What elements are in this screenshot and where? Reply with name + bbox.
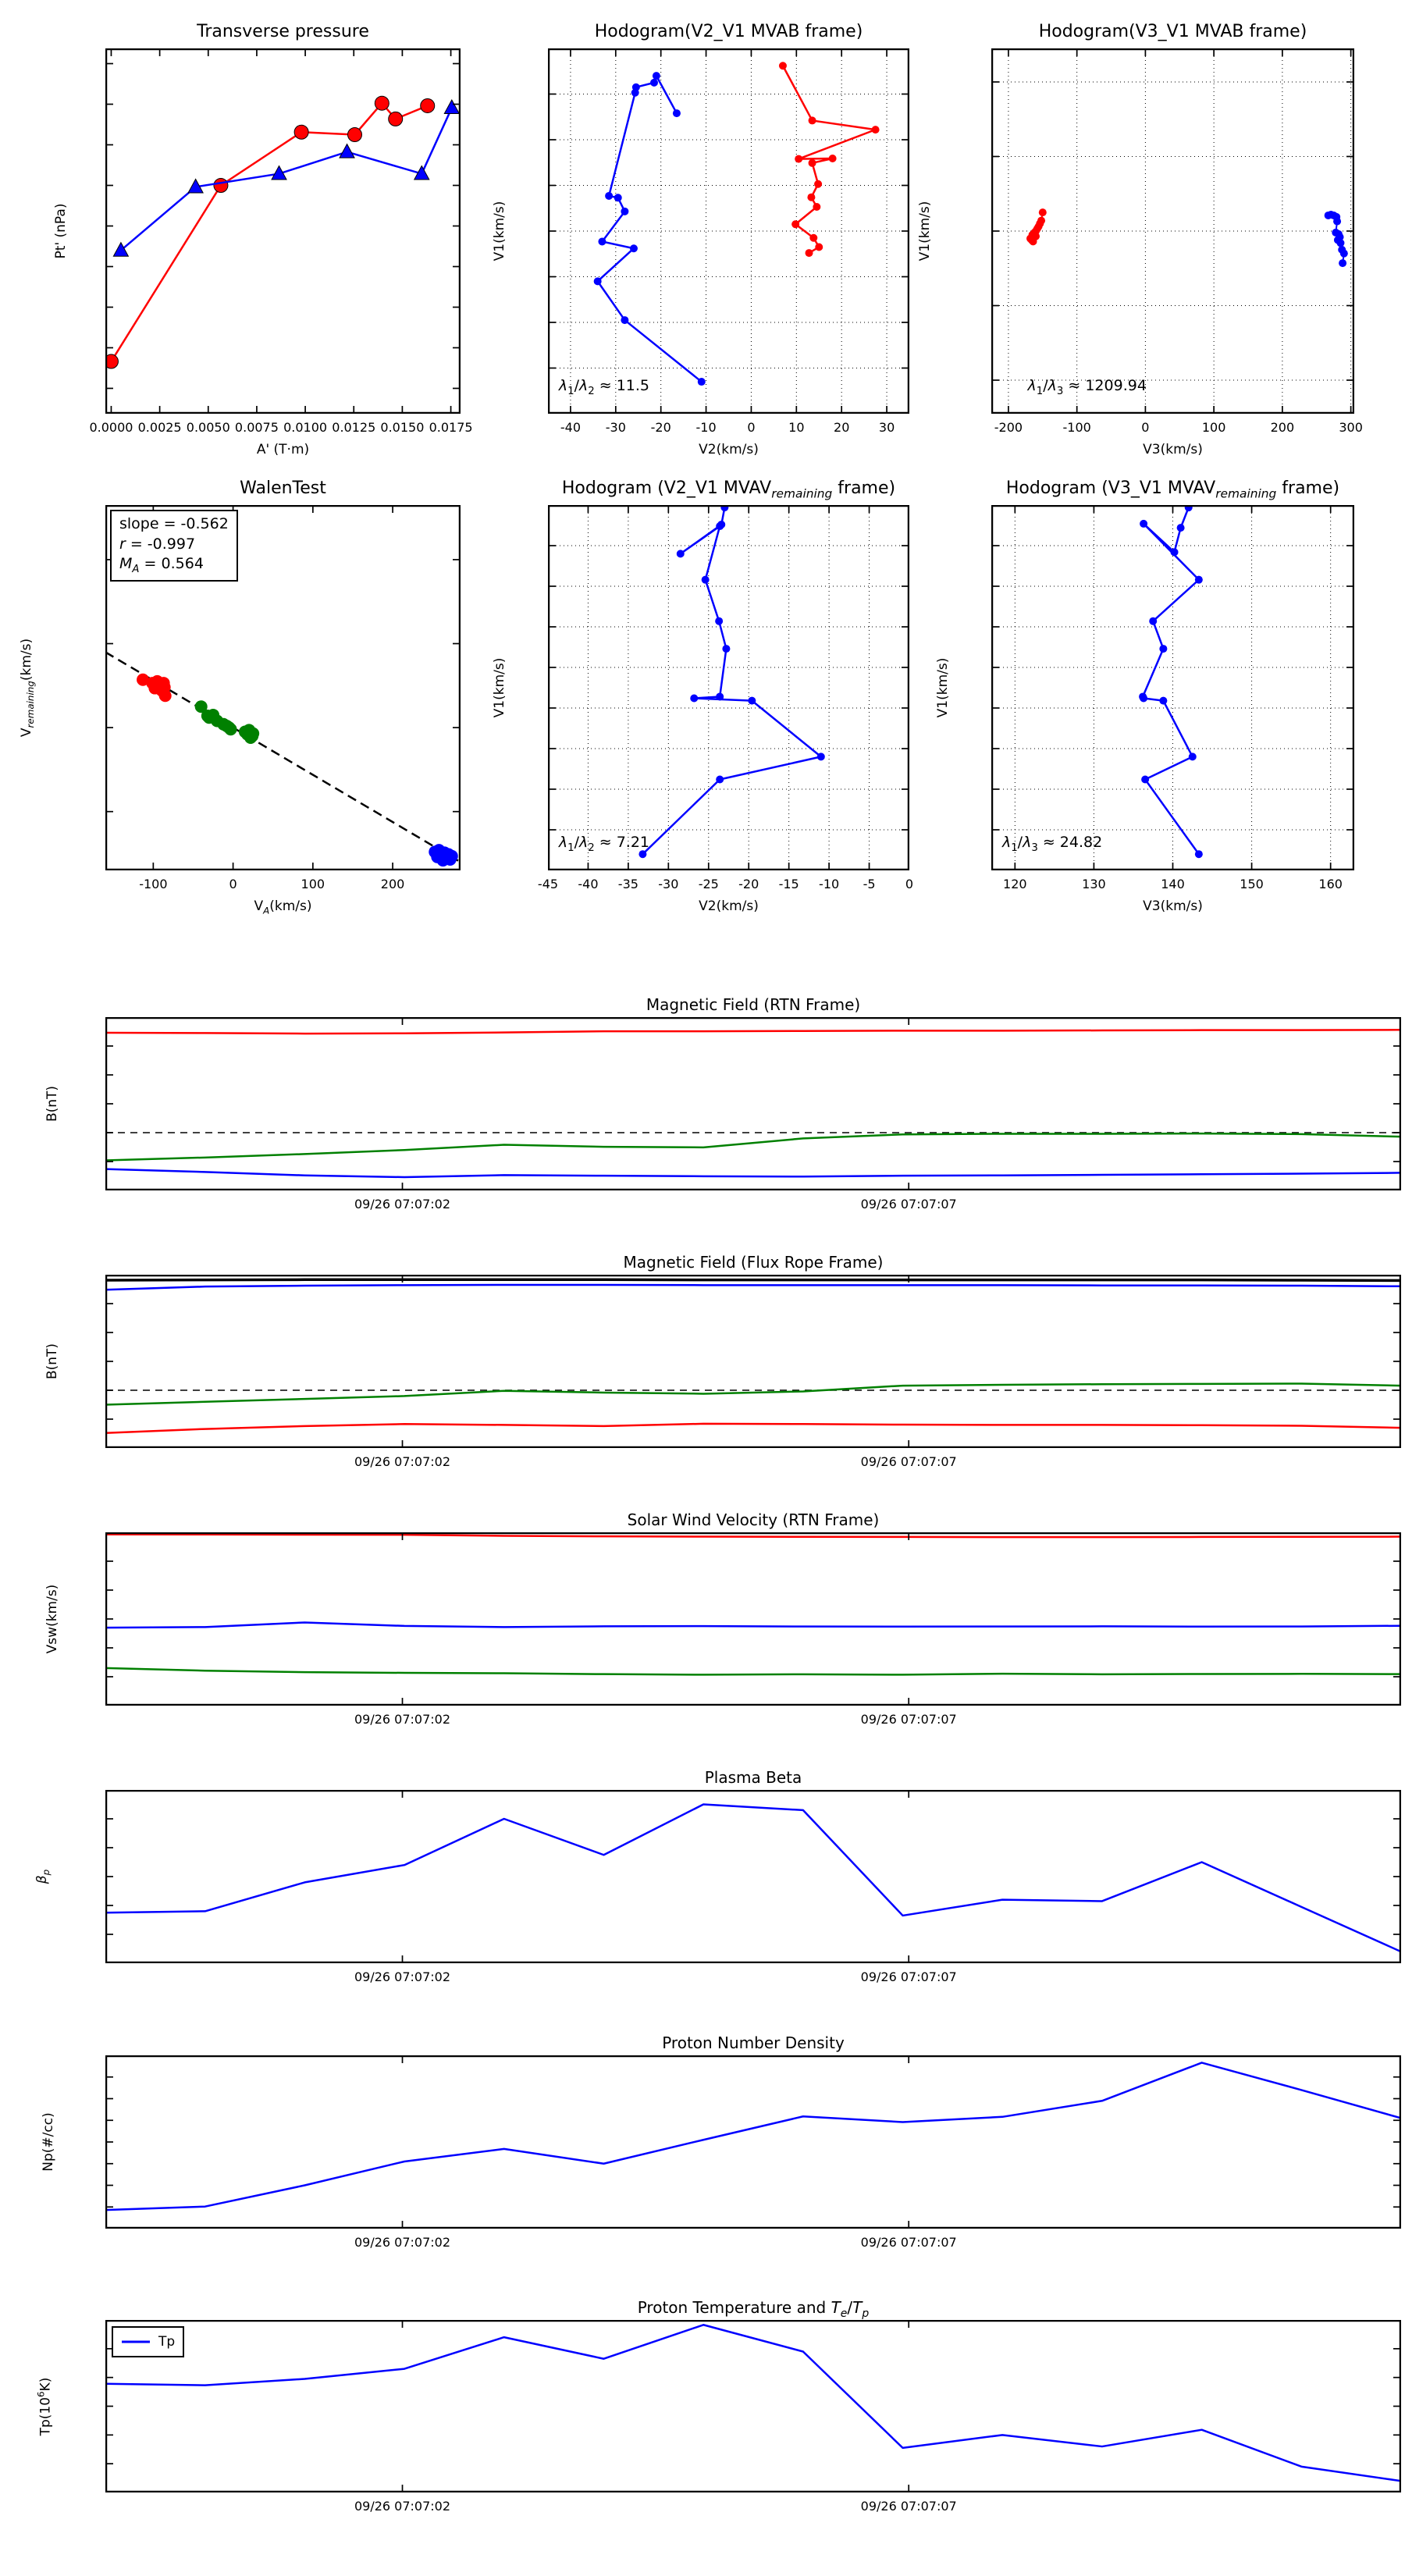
chart-ts-velocity-rtn-title: Solar Wind Velocity (RTN Frame) [627, 1510, 880, 1529]
chart-hodogram-v2v1-mvav-ylabel: V1(km/s) [492, 657, 507, 718]
chart-transverse-pressure-xtick-0: 0.0000 [89, 420, 133, 435]
chart-walen-test-xtick-0: -100 [139, 877, 168, 891]
chart-hodogram-v3v1-mvab-xtick-0: -200 [994, 420, 1023, 435]
chart-transverse-pressure-title: Transverse pressure [197, 22, 369, 41]
chart-walen-test-xtick-3: 200 [380, 877, 405, 891]
chart-transverse-pressure-xtick-3: 0.0075 [234, 420, 279, 435]
chart-hodogram-v2v1-mvab-xtick-6: 20 [834, 420, 850, 435]
chart-hodogram-v3v1-mvab-xtick-2: 0 [1141, 420, 1150, 435]
chart-hodogram-v2v1-mvav-annotation: $\lambda_1/\lambda_2 \approx 7.21$ [558, 834, 650, 854]
stats-line-2: $M_A = 0.564$ [119, 555, 204, 576]
chart-ts-plasma-beta-xtick-1: 09/26 07:07:07 [860, 1969, 957, 1984]
chart-ts-proton-density-title: Proton Number Density [662, 2033, 845, 2052]
chart-hodogram-v2v1-mvab-title: Hodogram(V2_V1 MVAB frame) [594, 22, 863, 41]
chart-hodogram-v2v1-mvav-xlabel: V2(km/s) [699, 898, 759, 914]
chart-ts-proton-density-xtick-1: 09/26 07:07:07 [860, 2235, 957, 2250]
chart-hodogram-v3v1-mvab-plot [991, 48, 1354, 414]
legend-swatch [119, 2334, 152, 2350]
chart-hodogram-v3v1-mvab-annotation: $\lambda_1/\lambda_3 \approx 1209.94$ [1027, 377, 1147, 397]
chart-hodogram-v2v1-mvav-plot [548, 505, 909, 870]
chart-hodogram-v2v1-mvav-xtick-6: -15 [778, 877, 799, 891]
chart-hodogram-v3v1-mvab-xlabel: V3(km/s) [1143, 442, 1203, 457]
chart-hodogram-v2v1-mvav-xtick-2: -35 [617, 877, 638, 891]
chart-hodogram-v2v1-mvab-xtick-7: 30 [878, 420, 895, 435]
chart-hodogram-v2v1-mvab-xtick-5: 10 [788, 420, 805, 435]
chart-ts-plasma-beta-ylabel: $\beta_p$ [34, 1869, 52, 1884]
chart-hodogram-v3v1-mvav-xlabel: V3(km/s) [1143, 898, 1203, 914]
stats-line-0: slope = -0.562 [119, 515, 229, 532]
legend-label: Tp [158, 2334, 176, 2350]
chart-ts-proton-density-ylabel: Np(#/cc) [41, 2112, 56, 2172]
chart-ts-proton-temp-ylabel: $Tp(10^6K)$ [35, 2377, 54, 2435]
chart-hodogram-v2v1-mvab-xtick-1: -30 [605, 420, 626, 435]
stats-line-1: r = -0.997 [119, 535, 196, 553]
chart-walen-test-xlabel: $V_A(km/s)$ [254, 898, 312, 916]
chart-ts-magnetic-rtn-xtick-1: 09/26 07:07:07 [860, 1197, 957, 1212]
chart-ts-magnetic-rtn-title: Magnetic Field (RTN Frame) [646, 995, 861, 1014]
chart-hodogram-v3v1-mvav-title: Hodogram (V3_V1 $MVAV_{remaining}$ frame) [1005, 479, 1340, 501]
chart-transverse-pressure-xtick-5: 0.0125 [332, 420, 376, 435]
chart-hodogram-v2v1-mvav-xtick-5: -20 [738, 877, 759, 891]
chart-ts-magnetic-fluxrope-ylabel: B(nT) [44, 1343, 60, 1380]
chart-hodogram-v2v1-mvav-xtick-9: 0 [905, 877, 914, 891]
chart-ts-plasma-beta-title: Plasma Beta [704, 1768, 802, 1787]
chart-transverse-pressure-xlabel: A' (T·m) [256, 442, 310, 457]
chart-transverse-pressure-xtick-6: 0.0150 [380, 420, 425, 435]
chart-walen-test-xtick-1: 0 [229, 877, 237, 891]
chart-hodogram-v2v1-mvav-xtick-7: -10 [819, 877, 840, 891]
chart-walen-test-xtick-2: 100 [301, 877, 325, 891]
chart-transverse-pressure-ylabel: Pt' (nPa) [53, 203, 69, 259]
chart-hodogram-v3v1-mvav-xtick-4: 160 [1318, 877, 1343, 891]
chart-ts-proton-temp-legend [112, 2326, 184, 2357]
chart-hodogram-v2v1-mvab-xtick-0: -40 [560, 420, 582, 435]
chart-hodogram-v3v1-mvav-xtick-1: 130 [1082, 877, 1106, 891]
chart-hodogram-v3v1-mvav-xtick-0: 120 [1003, 877, 1027, 891]
chart-hodogram-v2v1-mvav-xtick-4: -25 [698, 877, 719, 891]
chart-hodogram-v3v1-mvab-xtick-5: 300 [1339, 420, 1363, 435]
chart-hodogram-v2v1-mvav-xtick-0: -45 [537, 877, 559, 891]
chart-ts-magnetic-rtn-plot [105, 1017, 1401, 1190]
chart-hodogram-v3v1-mvab-xtick-3: 100 [1201, 420, 1226, 435]
chart-hodogram-v3v1-mvab-xtick-1: -100 [1062, 420, 1091, 435]
chart-hodogram-v2v1-mvav-xtick-1: -40 [578, 877, 599, 891]
chart-hodogram-v2v1-mvab-plot [548, 48, 909, 414]
chart-hodogram-v3v1-mvav-xtick-3: 150 [1240, 877, 1264, 891]
chart-transverse-pressure-xtick-4: 0.0100 [283, 420, 328, 435]
chart-walen-test-title: WalenTest [240, 479, 326, 498]
chart-hodogram-v2v1-mvab-xlabel: V2(km/s) [699, 442, 759, 457]
chart-ts-plasma-beta-plot [105, 1790, 1401, 1963]
chart-ts-velocity-rtn-plot [105, 1532, 1401, 1706]
chart-ts-proton-temp-xtick-0: 09/26 07:07:02 [354, 2499, 451, 2514]
chart-ts-velocity-rtn-xtick-1: 09/26 07:07:07 [860, 1712, 957, 1727]
chart-ts-magnetic-fluxrope-xtick-0: 09/26 07:07:02 [354, 1454, 451, 1469]
chart-ts-magnetic-fluxrope-plot [105, 1275, 1401, 1448]
chart-hodogram-v2v1-mvab-xtick-2: -20 [650, 420, 671, 435]
chart-transverse-pressure-plot [105, 48, 461, 414]
chart-ts-proton-temp-title: Proton Temperature and $T_e/T_p$ [637, 2298, 870, 2320]
chart-hodogram-v3v1-mvav-ylabel: V1(km/s) [935, 657, 951, 718]
chart-hodogram-v2v1-mvab-xtick-3: -10 [695, 420, 717, 435]
chart-hodogram-v3v1-mvab-xtick-4: 200 [1270, 420, 1295, 435]
chart-hodogram-v3v1-mvav-annotation: $\lambda_1/\lambda_3 \approx 24.82$ [1001, 834, 1103, 854]
chart-ts-proton-density-plot [105, 2055, 1401, 2229]
chart-ts-magnetic-rtn-ylabel: B(nT) [44, 1085, 60, 1123]
chart-hodogram-v3v1-mvav-plot [991, 505, 1354, 870]
chart-transverse-pressure-xtick-2: 0.0050 [186, 420, 230, 435]
legend-item-0 [119, 2332, 175, 2352]
chart-hodogram-v3v1-mvab-title: Hodogram(V3_V1 MVAB frame) [1038, 22, 1307, 41]
chart-hodogram-v2v1-mvab-annotation: $\lambda_1/\lambda_2 \approx 11.5$ [558, 377, 650, 397]
chart-transverse-pressure-xtick-7: 0.0175 [429, 420, 473, 435]
chart-hodogram-v3v1-mvab-ylabel: V1(km/s) [917, 201, 933, 262]
chart-ts-proton-temp-plot [105, 2320, 1401, 2492]
chart-ts-velocity-rtn-xtick-0: 09/26 07:07:02 [354, 1712, 451, 1727]
chart-hodogram-v2v1-mvab-xtick-4: 0 [747, 420, 756, 435]
chart-ts-magnetic-fluxrope-title: Magnetic Field (Flux Rope Frame) [623, 1253, 884, 1272]
chart-ts-proton-density-xtick-0: 09/26 07:07:02 [354, 2235, 451, 2250]
chart-ts-proton-temp-xtick-1: 09/26 07:07:07 [860, 2499, 957, 2514]
chart-walen-test-stats-box [110, 510, 238, 582]
chart-ts-plasma-beta-xtick-0: 09/26 07:07:02 [354, 1969, 451, 1984]
chart-transverse-pressure-xtick-1: 0.0025 [137, 420, 182, 435]
chart-hodogram-v3v1-mvav-xtick-2: 140 [1161, 877, 1185, 891]
chart-ts-magnetic-fluxrope-xtick-1: 09/26 07:07:07 [860, 1454, 957, 1469]
chart-ts-velocity-rtn-ylabel: Vsw(km/s) [44, 1584, 60, 1654]
chart-hodogram-v2v1-mvab-ylabel: V1(km/s) [492, 201, 507, 262]
chart-ts-magnetic-rtn-xtick-0: 09/26 07:07:02 [354, 1197, 451, 1212]
chart-hodogram-v2v1-mvav-xtick-8: -5 [863, 877, 876, 891]
chart-hodogram-v2v1-mvav-title: Hodogram (V2_V1 $MVAV_{remaining}$ frame) [561, 479, 896, 501]
chart-hodogram-v2v1-mvav-xtick-3: -30 [658, 877, 679, 891]
chart-walen-test-ylabel: $V_{remaining}(km/s)$ [18, 638, 37, 738]
